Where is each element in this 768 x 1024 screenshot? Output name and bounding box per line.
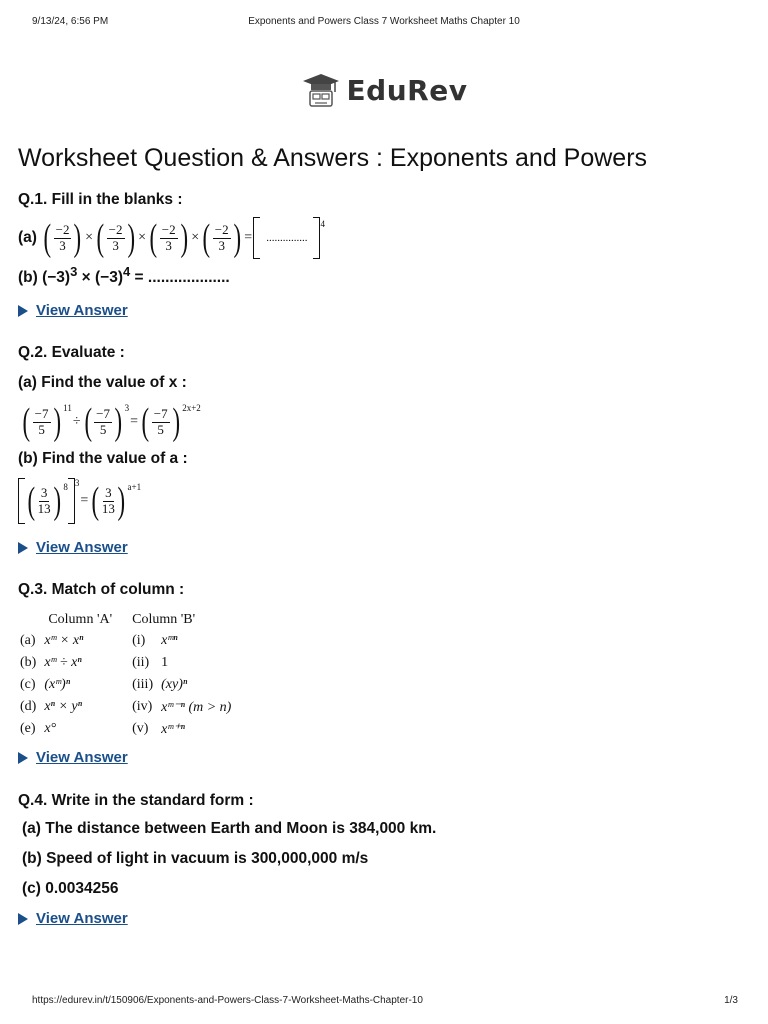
view-answer-link[interactable]: View Answer xyxy=(36,910,128,927)
q4-heading: Q.4. Write in the standard form : xyxy=(18,792,254,809)
table-row: (e) x° (v) xᵐ⁺ⁿ xyxy=(20,721,185,737)
q4-part-b: (b) Speed of light in vacuum is 300,000,000 m/s xyxy=(22,850,369,867)
print-datetime: 9/13/24, 6:56 PM xyxy=(32,16,109,27)
page-title: Worksheet Question & Answers : Exponents and Powers xyxy=(18,144,648,172)
logo-text: EduRev xyxy=(346,73,468,107)
q1-heading: Q.1. Fill in the blanks : xyxy=(18,191,183,208)
match-table xyxy=(18,610,237,740)
frac-num: −2 xyxy=(108,222,123,238)
play-icon xyxy=(18,752,28,764)
view-answer-link[interactable]: View Answer xyxy=(36,302,128,319)
page-number: 1/3 xyxy=(724,995,738,1006)
table-row: (d) xⁿ × yⁿ (iv) xᵐ⁻ⁿ (m > n) xyxy=(20,699,232,715)
frac-num: −2 xyxy=(161,222,176,238)
table-row: (a) xᵐ × xⁿ (i) xᵐⁿ xyxy=(20,633,178,648)
print-doc-title: Exponents and Powers Class 7 Worksheet Maths Chapter 10 xyxy=(248,16,520,27)
q2-part-b: (b) Find the value of a : xyxy=(18,450,188,467)
play-icon xyxy=(18,305,28,317)
view-answer-link[interactable]: View Answer xyxy=(36,749,128,766)
play-icon xyxy=(18,913,28,925)
column-a-header: Column 'A' xyxy=(48,612,113,627)
q2-part-a: (a) Find the value of x : xyxy=(18,374,187,391)
frac-den: 3 xyxy=(59,237,66,253)
blank: ............... xyxy=(266,232,308,244)
q2-a-expression: ( $\frac{-7}{5}$ ) 11 ÷ ( $\frac{-7}{5}$ ) 3 = ( $\frac{-7}{5}$ ) 2x+2 xyxy=(22,401,201,443)
q1-a-label: (a) xyxy=(18,229,37,246)
q1-part-a xyxy=(18,216,325,260)
column-b-header: Column 'B' xyxy=(132,612,196,627)
frac-den: 3 xyxy=(112,237,119,253)
q1-a-exponent: 4 xyxy=(320,219,325,229)
q4-part-a: (a) The distance between Earth and Moon is 384,000 km. xyxy=(22,820,437,837)
frac-den: 3 xyxy=(218,237,225,253)
edurev-logo[interactable] xyxy=(0,72,768,108)
graduation-cap-icon xyxy=(301,72,341,108)
q1-view-answer[interactable] xyxy=(18,302,128,319)
q2-view-answer[interactable] xyxy=(18,539,128,556)
frac-num: −2 xyxy=(55,222,70,238)
q4-part-c: (c) 0.0034256 xyxy=(22,880,119,897)
q3-heading: Q.3. Match of column : xyxy=(18,581,185,598)
frac-den: 3 xyxy=(165,237,172,253)
frac-num: −2 xyxy=(214,222,229,238)
q3-view-answer[interactable] xyxy=(18,749,128,766)
footer-url: https://edurev.in/t/150906/Exponents-and-Powers-Class-7-Worksheet-Maths-Chapter-10 xyxy=(32,995,423,1006)
q4-view-answer[interactable] xyxy=(18,910,128,927)
view-answer-link[interactable]: View Answer xyxy=(36,539,128,556)
table-row: (c) (xᵐ)ⁿ (iii) (xy)ⁿ xyxy=(20,677,188,692)
q1-a-expression: ( $\frac{-2}{3}$ ) × ( $\frac{-2}{3}$ ) × ( $\frac{-2}{3}$ ) × ( $\frac{-2}{3}$ ) = ............... 4 xyxy=(43,217,325,259)
play-icon xyxy=(18,542,28,554)
q1-part-b: (b) $(-3)^3 \times (-3)^4$ = ................... xyxy=(18,264,230,287)
q2-heading: Q.2. Evaluate : xyxy=(18,344,125,361)
q2-b-expression: ( $\frac{3}{13}$ ) 8 3 = ( $\frac{3}{13}$ ) a+1 xyxy=(18,478,141,524)
table-row: (b) xᵐ ÷ xⁿ (ii) 1 xyxy=(20,655,169,670)
